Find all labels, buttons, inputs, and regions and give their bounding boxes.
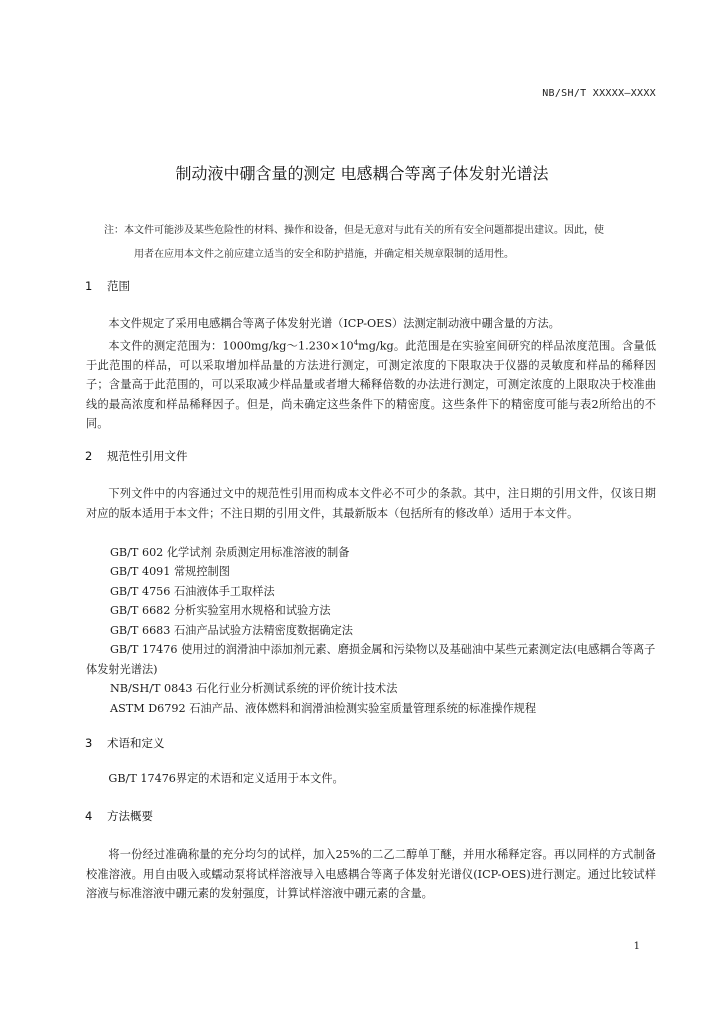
note-line-2: 用者在应用本文件之前应建立适当的安全和防护措施，并确定相关规章限制的适用性。 bbox=[134, 249, 514, 260]
reference-item: GB/T 6682 分析实验室用水规格和试验方法 bbox=[110, 604, 331, 617]
standard-number: NB/SH/T XXXXX—XXXX bbox=[542, 88, 656, 99]
section-heading-summary bbox=[85, 808, 153, 824]
document-title: 制动液中硼含量的测定 电感耦合等离子体发射光谱法 bbox=[175, 164, 549, 183]
note-line-1: 本文件可能涉及某些危险性的材料、操作和设备，但是无意对与此有关的所有安全问题都提出建议。因此，使 bbox=[124, 225, 604, 236]
scope-paragraph-2 bbox=[86, 334, 656, 434]
section-title: 方法概要 bbox=[107, 809, 153, 823]
section-title: 范围 bbox=[107, 279, 130, 293]
references-intro: 下列文件中的内容通过文中的规范性引用而构成本文件必不可少的条款。其中，注日期的引用文件，仅该日期对应的版本适用于本文件；不注日期的引用文件，其最新版本（包括所有的修改单）适用于本文件。 bbox=[86, 487, 656, 520]
reference-list bbox=[86, 543, 656, 719]
reference-item: GB/T 4091 常规控制图 bbox=[110, 565, 230, 578]
section-number: 1 bbox=[85, 279, 93, 293]
terms-paragraph: GB/T 17476界定的术语和定义适用于本文件。 bbox=[108, 772, 344, 785]
section-heading-terms bbox=[85, 735, 165, 751]
summary-paragraph: 将一份经过准确称量的充分均匀的试样，加入25%的二乙二醇单丁醚，并用水稀释定容。再以同样的方式制备校准溶液。用自由吸入或蠕动泵将试样溶液导入电感耦合等离子体发射光谱仪(ICP-OES)进行测定。通过比较试样溶液与标准溶液中硼元素的发射强度，计算试样溶液中硼元素的含量。 bbox=[86, 848, 656, 900]
section-heading-scope bbox=[85, 278, 130, 294]
scope-exponent: 4 bbox=[353, 338, 359, 347]
scope-paragraph-1: 本文件规定了采用电感耦合等离子体发射光谱（ICP-OES）法测定制动液中硼含量的方法。 bbox=[108, 317, 560, 330]
reference-item: GB/T 602 化学试剂 杂质测定用标准溶液的制备 bbox=[110, 545, 350, 559]
reference-item: GB/T 6683 石油产品试验方法精密度数据确定法 bbox=[110, 623, 353, 637]
section-number: 4 bbox=[85, 809, 93, 823]
section-title: 规范性引用文件 bbox=[107, 449, 188, 463]
section-number: 3 bbox=[85, 736, 93, 750]
section-heading-references bbox=[85, 448, 188, 464]
reference-item: ASTM D6792 石油产品、液体燃料和润滑油检测实验室质量管理系统的标准操作规程 bbox=[110, 701, 537, 715]
note-lead: 注： bbox=[104, 225, 124, 236]
section-title: 术语和定义 bbox=[107, 736, 165, 750]
reference-item: GB/T 17476 使用过的润滑油中添加剂元素、磨损金属和污染物以及基础油中某些元素测定法(电感耦合等离子体发射光谱法) bbox=[86, 643, 656, 676]
scope-range-text: 本文件的测定范围为：1000mg/kg～1.230×10 bbox=[108, 339, 354, 353]
scope-range-continued: mg/kg。此范围是在实验室间研究的样品浓度范围。含量低于此范围的样品，可以采取增加样品量的方法进行测定，可测定浓度的下限取决于仪器的灵敏度和样品的稀释因子；含量高于此范围的，可以采取减少样品量或者增大稀释倍数的办法进行测定，可测定浓度的上限取决于校准曲线的最高浓度和样品稀释因子。但是，尚未确定这些条件下的精密度。这些条件下的精密度可能与表2所给出的不同。 bbox=[86, 339, 657, 431]
page-number: 1 bbox=[633, 941, 640, 952]
section-number: 2 bbox=[85, 449, 93, 463]
reference-item: GB/T 4756 石油液体手工取样法 bbox=[110, 584, 275, 598]
reference-item: NB/SH/T 0843 石化行业分析测试系统的评价统计技术法 bbox=[110, 682, 398, 695]
safety-note bbox=[104, 219, 660, 267]
